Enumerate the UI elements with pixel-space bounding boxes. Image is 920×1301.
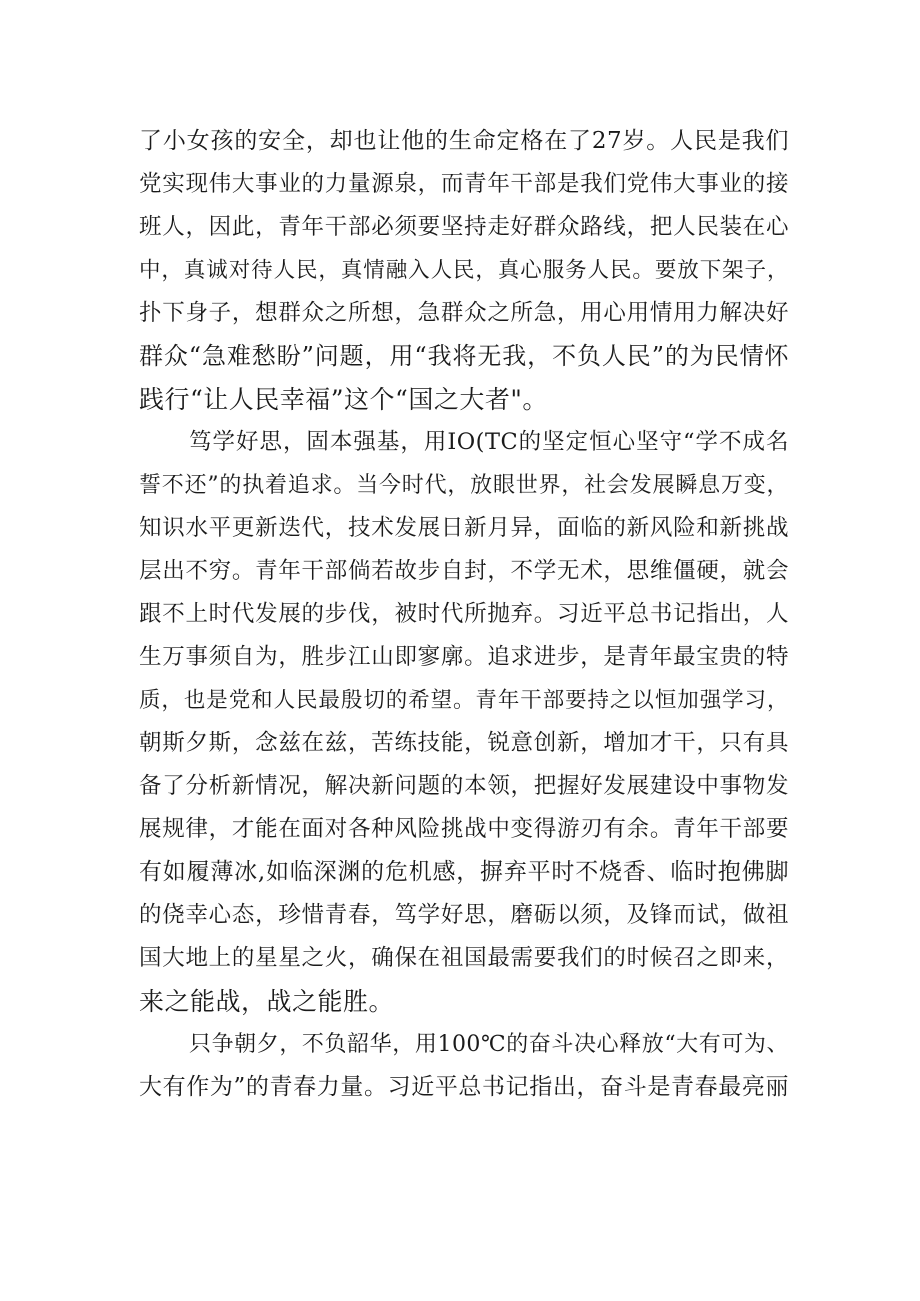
text-line: 有如履薄冰,如临深渊的危机感，摒弃平时不烧香、临时抱佛脚 (139, 859, 789, 885)
text-line: 展规律，才能在面对各种风险挑战中变得游刃有余。青年干部要 (139, 816, 789, 842)
text-line: 来之能战，战之能胜。 (139, 987, 395, 1016)
text-line: 备了分析新情况，解决新问题的本领，把握好发展建设中事物发 (139, 773, 789, 799)
paragraph-3 (139, 1023, 789, 1109)
text-line: 党实现伟大事业的力量源泉，而青年干部是我们党伟大事业的接 (139, 171, 789, 197)
text-line: 知识水平更新迭代，技术发展日新月异，面临的新风险和新挑战 (139, 515, 789, 541)
document-body (139, 120, 789, 1109)
text-line: 只争朝夕，不负韶华，用100℃的奋斗决心释放“大有可为、 (189, 1032, 789, 1057)
text-line: 大有作为”的青春力量。习近平总书记指出，奋斗是青春最亮丽 (139, 1074, 789, 1100)
text-line: 了小女孩的安全，却也让他的生命定格在了27岁。人民是我们 (139, 128, 789, 154)
text-line: 誓不还”的执着追求。当今时代，放眼世界，社会发展瞬息万变， (139, 473, 789, 498)
text-line: 群众“急难愁盼”问题，用“我将无我，不负人民”的为民情怀 (139, 342, 789, 370)
text-line: 中，真诚对待人民，真情融入人民，真心服务人民。要放下架子， (139, 258, 789, 283)
text-line: 笃学好思，固本强基，用IO(TC的坚定恒心坚守“学不成名 (189, 429, 789, 455)
text-line: 践行“让人民幸福”这个“国之大者"。 (139, 385, 548, 414)
paragraph-2 (139, 421, 789, 1023)
text-line: 国大地上的星星之火，确保在祖国最需要我们的时候召之即来， (139, 945, 789, 971)
text-line: 朝斯夕斯，念兹在兹，苦练技能，锐意创新，增加才干，只有具 (139, 730, 789, 756)
text-line: 跟不上时代发展的步伐，被时代所抛弃。习近平总书记指出，人 (139, 601, 789, 627)
text-line: 班人，因此，青年干部必须要坚持走好群众路线，把人民装在心 (139, 214, 789, 240)
text-line: 的侥幸心态，珍惜青春，笃学好思，磨砺以须，及锋而试，做祖 (139, 902, 789, 928)
text-line: 扑下身子，想群众之所想，急群众之所急，用心用情用力解决好 (139, 300, 789, 326)
paragraph-1 (139, 120, 789, 421)
text-line: 质，也是党和人民最殷切的希望。青年干部要持之以恒加强学习， (139, 688, 789, 713)
text-line: 层出不穷。青年干部倘若故步自封，不学无术，思维僵硬，就会 (139, 558, 789, 584)
text-line: 生万事须自为，胜步江山即寥廓。追求进步，是青年最宝贵的特 (139, 644, 789, 670)
